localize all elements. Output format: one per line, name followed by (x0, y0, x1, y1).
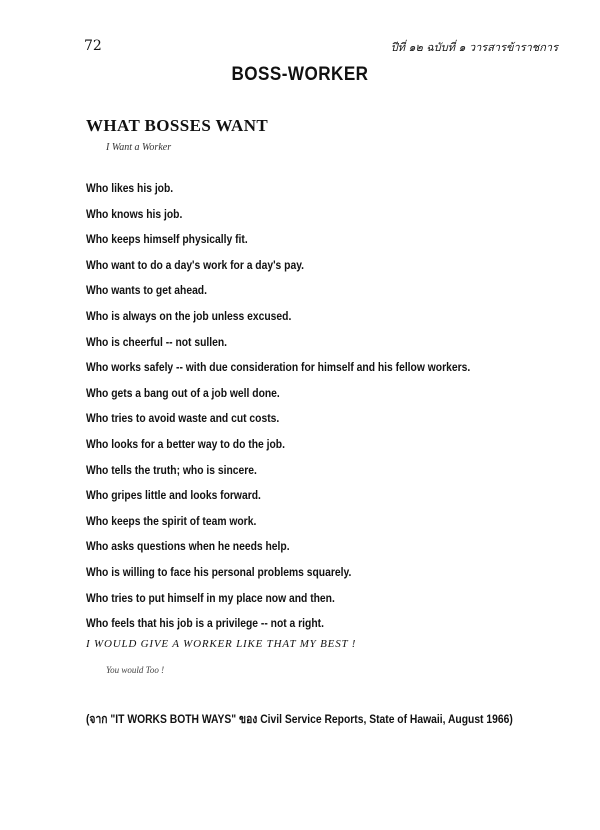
worker-qualities-list (86, 179, 566, 640)
list-item: Who tells the truth; who is sincere. (86, 462, 257, 477)
section-subheading: I Want a Worker (106, 142, 172, 153)
list-item: Who knows his job. (86, 206, 183, 221)
list-item: Who want to do a day's work for a day's pay. (86, 257, 305, 272)
list-item: Who likes his job. (86, 181, 174, 195)
page-title: BOSS-WORKER (231, 64, 369, 85)
journal-header: ปีที่ ๑๒ ฉบับที่ ๑ วารสารข้าราชการ (390, 41, 558, 54)
list-item: Who keeps the spirit of team work. (86, 513, 257, 528)
list-item: Who asks questions when he needs help. (86, 539, 290, 554)
list-item: Who looks for a better way to do the job. (86, 436, 285, 451)
list-item: Who gripes little and looks forward. (86, 488, 261, 503)
list-item: Who tries to avoid waste and cut costs. (86, 411, 280, 426)
closing-statement: I WOULD GIVE A WORKER LIKE THAT MY BEST ! (86, 638, 357, 650)
list-item: Who keeps himself physically fit. (86, 232, 248, 247)
reply-statement: You would Too ! (106, 665, 165, 675)
list-item: Who gets a bang out of a job well done. (86, 385, 280, 400)
page-number: 72 (84, 38, 102, 54)
list-item: Who wants to get ahead. (86, 283, 207, 298)
list-item: Who feels that his job is a privilege -- not a right. (86, 616, 324, 631)
list-item: Who tries to put himself in my place now and then. (86, 590, 335, 605)
list-item: Who is cheerful -- not sullen. (86, 334, 228, 349)
list-item: Who is willing to face his personal problems squarely. (86, 564, 352, 579)
source-citation: (จาก "IT WORKS BOTH WAYS" ของ Civil Service Reports, State of Hawaii, August 1966) (86, 712, 513, 726)
list-item: Who works safely -- with due consideration for himself and his fellow workers. (86, 360, 471, 375)
list-item: Who is always on the job unless excused. (86, 308, 292, 323)
section-heading: WHAT BOSSES WANT (86, 116, 269, 135)
